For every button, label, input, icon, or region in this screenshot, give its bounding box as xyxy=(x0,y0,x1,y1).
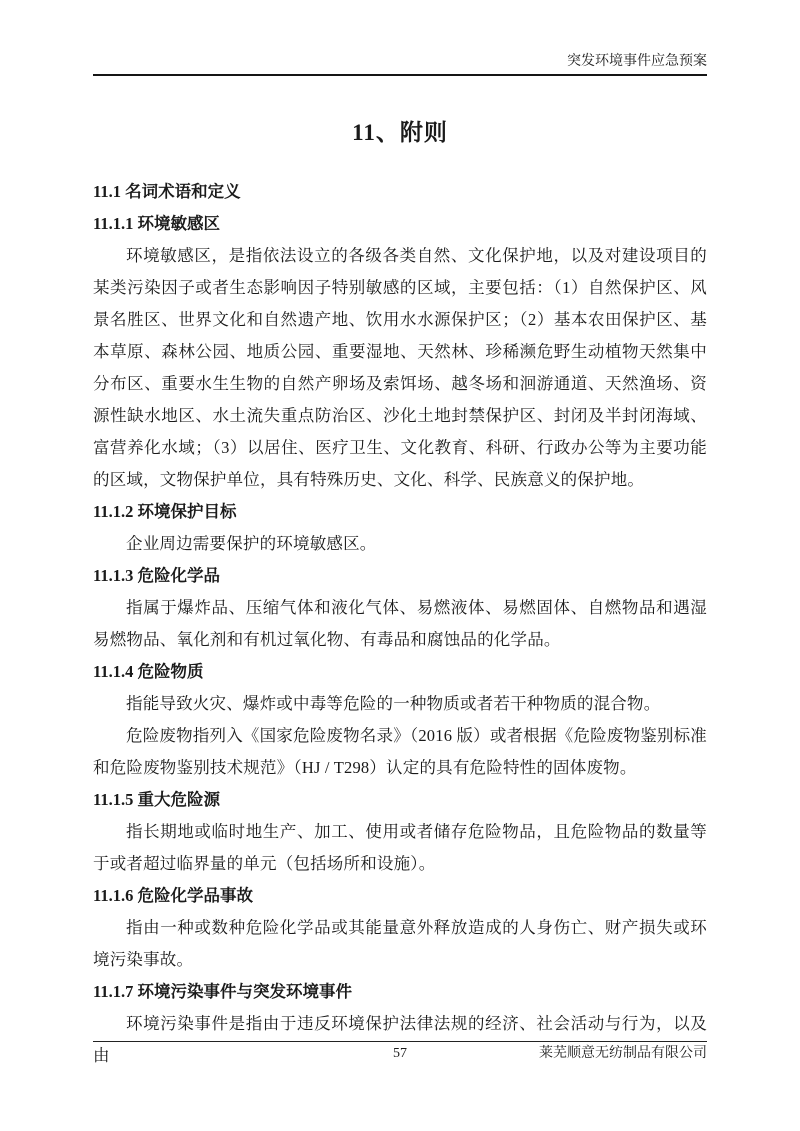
paragraph: 指由一种或数种危险化学品或其能量意外释放造成的人身伤亡、财产损失或环境污染事故。 xyxy=(93,918,707,969)
paragraph: 指能导致火灾、爆炸或中毒等危险的一种物质或者若干种物质的混合物。 xyxy=(126,694,661,713)
paragraph: 环境污染事件是指由于违反环境保护法律法规的经济、社会活动与行为，以及由 xyxy=(93,1014,707,1065)
paragraph: 指属于爆炸品、压缩气体和液化气体、易燃液体、易燃固体、自燃物品和遇湿易燃物品、氧化剂和有机过氧化物、有毒品和腐蚀品的化学品。 xyxy=(93,598,707,649)
header-title: 突发环境事件应急预案 xyxy=(567,54,707,69)
page-header xyxy=(93,0,707,76)
section-heading: 11.1.2 环境保护目标 xyxy=(93,502,237,521)
paragraph: 企业周边需要保护的环境敏感区。 xyxy=(126,534,377,553)
paragraph: 危险废物指列入《国家危险废物名录》（2016 版）或者根据《危险废物鉴别标准和危险废物鉴别技术规范》（HJ / T298）认定的具有危险特性的固体废物。 xyxy=(93,726,707,777)
section-heading: 11.1 名词术语和定义 xyxy=(93,182,241,201)
section-heading: 11.1.4 危险物质 xyxy=(93,662,204,681)
document-body xyxy=(93,77,707,1072)
footer-company: 莱芜顺意无纺制品有限公司 xyxy=(539,1046,707,1061)
section-heading: 11.1.5 重大危险源 xyxy=(93,790,220,809)
sections xyxy=(93,176,707,1072)
page-number: 57 xyxy=(393,1046,407,1061)
paragraph: 环境敏感区，是指依法设立的各级各类自然、文化保护地，以及对建设项目的某类污染因子或者生态影响因子特别敏感的区域，主要包括：（1）自然保护区、风景名胜区、世界文化和自然遗产地、饮用水水源保护区；（2）基本农田保护区、基本草原、森林公园、地质公园、重要湿地、天然林、珍稀濒危野生动植物天然集中分布区、重要水生生物的自然产卵场及索饵场、越冬场和洄游通道、天然渔场、资源性缺水地区、水土流失重点防治区、沙化土地封禁保护区、封闭及半封闭海域、富营养化水域；（3）以居住、医疗卫生、文化教育、科研、行政办公等为主要功能的区域，文物保护单位，具有特殊历史、文化、科学、民族意义的保护地。 xyxy=(93,246,707,489)
section-heading: 11.1.1 环境敏感区 xyxy=(93,214,220,233)
page-footer xyxy=(93,1041,707,1063)
section-heading: 11.1.6 危险化学品事故 xyxy=(93,886,253,905)
paragraph: 指长期地或临时地生产、加工、使用或者储存危险物品，且危险物品的数量等于或者超过临界量的单元（包括场所和设施）。 xyxy=(93,822,707,873)
page-title: 11、附则 xyxy=(352,120,448,145)
section-heading: 11.1.7 环境污染事件与突发环境事件 xyxy=(93,982,352,1001)
section-heading: 11.1.3 危险化学品 xyxy=(93,566,220,585)
